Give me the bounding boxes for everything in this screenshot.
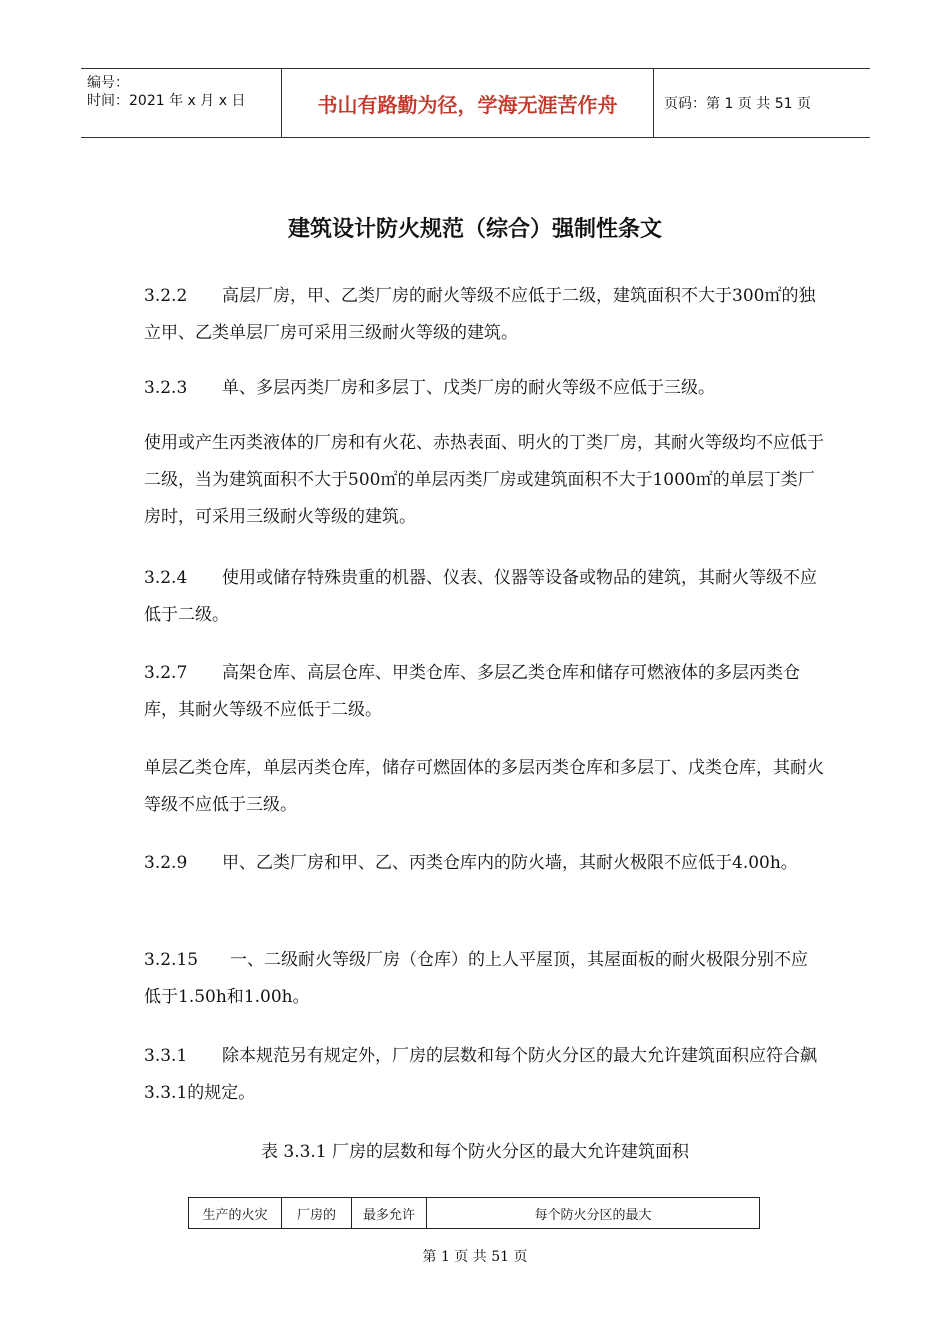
page-header bbox=[81, 68, 870, 138]
table-header-cell: 每个防火分区的最大 bbox=[534, 1207, 652, 1223]
clause-number: 3.2.9 bbox=[144, 853, 188, 873]
clause-text: 使用或储存特殊贵重的机器、仪表、仪器等设备或物品的建筑，其耐火等级不应低于二级。 bbox=[144, 568, 817, 625]
paragraph bbox=[144, 655, 824, 729]
table-header-row bbox=[188, 1197, 760, 1229]
clause-text: 甲、乙类厂房和甲、乙、丙类仓库内的防火墙，其耐火极限不应低于4.00h。 bbox=[222, 853, 798, 873]
table-header-cell: 最多允许 bbox=[352, 1198, 427, 1228]
document-title: 建筑设计防火规范（综合）强制性条文 bbox=[287, 217, 662, 242]
header-motto: 书山有路勤为径，学海无涯苦作舟 bbox=[281, 69, 654, 137]
clause-number: 3.2.4 bbox=[144, 568, 188, 588]
clause-number: 3.2.7 bbox=[144, 663, 188, 683]
clause-text: 除本规范另有规定外，厂房的层数和每个防火分区的最大允许建筑面积应符合飙3.3.1的规定。 bbox=[144, 1046, 817, 1103]
paragraph bbox=[144, 425, 824, 536]
clause-text: 单、多层丙类厂房和多层丁、戊类厂房的耐火等级不应低于三级。 bbox=[222, 378, 715, 398]
paragraph bbox=[144, 560, 824, 634]
clause-text: 使用或产生丙类液体的厂房和有火花、赤热表面、明火的丁类厂房，其耐火等级均不应低于二级，当为建筑面积不大于500㎡的单层丙类厂房或建筑面积不大于1000㎡的单层丁类厂房时，可采用三级耐火等级的建筑。 bbox=[144, 433, 824, 527]
clause-text: 高层厂房，甲、乙类厂房的耐火等级不应低于二级，建筑面积不大于300㎡的独立甲、乙类单层厂房可采用三级耐火等级的建筑。 bbox=[144, 286, 816, 343]
paragraph bbox=[144, 845, 824, 882]
paragraph bbox=[144, 942, 824, 1016]
page-footer: 第 1 页 共 51 页 bbox=[422, 1249, 528, 1265]
paragraph bbox=[144, 1038, 824, 1112]
clause-text: 一、二级耐火等级厂房（仓库）的上人平屋顶，其屋面板的耐火极限分别不应低于1.50h和1.00h。 bbox=[144, 950, 808, 1007]
header-meta bbox=[81, 69, 281, 137]
clause-number: 3.3.1 bbox=[144, 1046, 188, 1066]
paragraph bbox=[144, 278, 824, 352]
clause-number: 3.2.3 bbox=[144, 378, 188, 398]
clause-number: 3.2.15 bbox=[144, 950, 199, 970]
table-caption: 表 3.3.1 厂房的层数和每个防火分区的最大允许建筑面积 bbox=[260, 1142, 690, 1162]
code-label: 编号： bbox=[87, 75, 129, 91]
table-header-cell: 生产的火灾 bbox=[189, 1198, 282, 1228]
clause-number: 3.2.2 bbox=[144, 286, 188, 306]
date-label: 时间：2021 年 x 月 x 日 bbox=[87, 93, 246, 109]
table-header-cell: 厂房的 bbox=[282, 1198, 352, 1228]
header-page-info: 页码：第 1 页 共 51 页 bbox=[664, 96, 811, 112]
clause-text: 高架仓库、高层仓库、甲类仓库、多层乙类仓库和储存可燃液体的多层丙类仓库，其耐火等级不应低于二级。 bbox=[144, 663, 800, 720]
paragraph bbox=[144, 370, 824, 407]
clause-text: 单层乙类仓库，单层丙类仓库，储存可燃固体的多层丙类仓库和多层丁、戊类仓库，其耐火等级不应低于三级。 bbox=[144, 758, 824, 815]
paragraph bbox=[144, 750, 824, 824]
